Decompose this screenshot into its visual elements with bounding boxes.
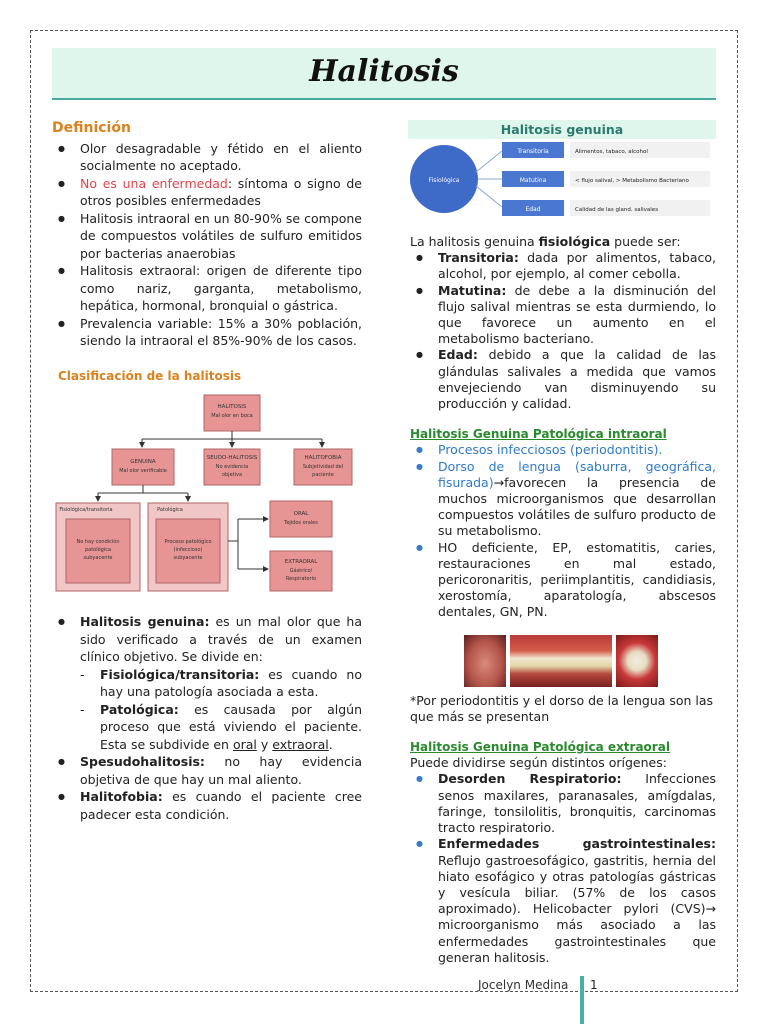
node-seudo-title: SEUDO-HALITOSIS xyxy=(206,455,258,461)
list-item: - Patológica: es causada por algún proceso que está viviendo el paciente. Esta se subdivide en oral y extraoral. xyxy=(52,701,362,754)
extraoral-heading: Halitosis Genuina Patológica extraoral xyxy=(410,740,670,755)
genuina-desc-2: < flujo salival, > Metabolismo Bacteriano xyxy=(575,178,689,184)
list-item: ● Olor desagradable y fétido en el aliento socialmente no aceptado. xyxy=(52,140,362,175)
intraoral-note: *Por periodontitis y el dorso de la lengua son las que más se presentan xyxy=(410,692,714,724)
node-fobia-title: HALITOFOBIA xyxy=(304,455,342,461)
extraoral-intro: Puede dividirse según distintos orígenes: xyxy=(410,755,667,771)
genuina-branch-2: Matutina xyxy=(519,177,547,184)
node-genuina-sub: Mal olor verificable xyxy=(119,468,167,474)
list-item: ● Procesos infecciosos (periodontitis). xyxy=(410,442,716,458)
genuina-desc-1: Alimentos, tabaco, alcohol xyxy=(575,149,648,155)
genuina-list xyxy=(410,250,716,412)
definicion-heading: Definición xyxy=(52,120,131,136)
node-fisio-box1: No hay condición xyxy=(76,539,120,545)
node-fobia-sub2: paciente xyxy=(312,472,334,478)
genuina-center: Fisiológica xyxy=(428,177,460,184)
node-seudo-sub2: objetiva xyxy=(221,472,243,478)
list-item: ● Desorden Respiratorio: Infecciones senos maxilares, paranasales, amígdalas, faringe, tonsilolitis, bronquitis, carcinomas tracto respiratorio. xyxy=(410,771,716,836)
node-root-title: HALITOSIS xyxy=(217,404,247,410)
list-item: ● Halitosis genuina: es un mal olor que ha sido verificado a través de un examen clínico objetivo. Se divide en: xyxy=(52,613,362,666)
node-genuina-title: GENUINA xyxy=(130,459,156,465)
node-extra-sub1: Gástrico/ xyxy=(289,568,313,574)
genuina-intro: La halitosis genuina fisiológica puede ser: xyxy=(410,234,681,249)
tipos-list xyxy=(52,613,362,823)
teeth-photo xyxy=(510,635,612,687)
node-pato-label: Patológica xyxy=(157,507,183,513)
clasificacion-heading: Clasificación de la halitosis xyxy=(58,368,242,383)
list-item: ● No es una enfermedad: síntoma o signo de otros posibles enfermedades xyxy=(52,175,362,210)
tooth-photo xyxy=(616,635,658,687)
left-column xyxy=(52,120,362,823)
footer-divider xyxy=(580,976,584,1024)
node-fisio-label: Fisiológica/transitoria xyxy=(59,507,113,513)
node-pato-box2: (infeccioso) xyxy=(173,547,203,553)
list-item: ● Enfermedades gastrointestinales: Reflujo gastroesofágico, gastritis, hernia del hiato esofágico y otras patologías gástricas y vesícula biliar. (57% de los casos aproximado). Helicobacter pylori (CVS)→ microorganismo más asociado a las enfermedades gastrointestinales que generan halitosis. xyxy=(410,836,716,966)
list-item: ● Prevalencia variable: 15% a 30% población, siendo la intraoral el 85%-90% de los casos. xyxy=(52,315,362,350)
node-oral-sub: Tejidos orales xyxy=(284,520,318,526)
list-item: ● HO deficiente, EP, estomatitis, caries, restauraciones en mal estado, pericoronaritis, periimplantitis, candidiasis, xerostomía, aparatología, abscesos dentales, GN, PN. xyxy=(410,540,716,621)
title-banner xyxy=(52,48,716,100)
genuina-branch-1: Transitoria xyxy=(517,148,549,155)
node-oral-title: ORAL xyxy=(293,511,309,517)
extraoral-list xyxy=(410,771,716,965)
genuina-desc-3: Calidad de las gland. salivales xyxy=(575,207,659,213)
node-fisio-box2: patológica xyxy=(84,547,112,553)
genuina-diagram xyxy=(410,140,714,218)
intraoral-heading: Halitosis Genuina Patológica intraoral xyxy=(410,427,667,442)
list-item: ● Transitoria: dada por alimentos, tabaco, alcohol, por ejemplo, al comer cebolla. xyxy=(410,250,716,282)
list-item: ● Edad: debido a que la calidad de las glándulas salivales a medida que vamos envejeciendo van disminuyendo su producción y calidad. xyxy=(410,347,716,412)
genuina-heading: Halitosis genuina xyxy=(408,120,716,139)
tongue-photo xyxy=(464,635,506,687)
node-pato-box3: subyacente xyxy=(173,555,203,561)
clinical-photos xyxy=(464,635,716,687)
list-item: - Fisiológica/transitoria: es cuando no hay una patología asociada a esta. xyxy=(52,666,362,701)
intraoral-list xyxy=(410,442,716,620)
definicion-list xyxy=(52,140,362,350)
node-extra-sub2: Respiratorio xyxy=(285,576,317,582)
node-extra-title: EXTRAORAL xyxy=(284,559,318,565)
node-seudo-sub1: No evidencia xyxy=(215,464,249,470)
node-fobia-sub1: Subjetividad del xyxy=(302,464,344,470)
node-fisio-box3: subyacente xyxy=(83,555,113,561)
list-item: ● Halitosis extraoral: origen de diferente tipo como nariz, garganta, metabolismo, hepática, hormonal, bronquial o gástrica. xyxy=(52,262,362,315)
list-item: ● Halitofobia: es cuando el paciente cree padecer esta condición. xyxy=(52,788,362,823)
node-pato-box1: Proceso patológico xyxy=(164,539,212,545)
footer-author: Jocelyn Medina xyxy=(478,978,569,992)
genuina-branch-3: Edad xyxy=(525,206,541,213)
list-item: ● Dorso de lengua (saburra, geográfica, fisurada)→favorecen la presencia de muchos microorganismos que desarrollan compuestos volátiles de sulfuro producto de su metabolismo. xyxy=(410,459,716,540)
list-item: ● Halitosis intraoral en un 80-90% se compone de compuestos volátiles de sulfuro emitidos por bacterias anaerobias xyxy=(52,210,362,263)
list-item: ● Matutina: de debe a la disminución del flujo salival mientras se esta durmiendo, lo que favorece un aumento en el metabolismo bacteriano. xyxy=(410,283,716,348)
list-item: ● Spesudohalitosis: no hay evidencia objetiva de que hay un mal aliento. xyxy=(52,753,362,788)
red-highlight: No es una enfermedad xyxy=(80,175,228,191)
clasificacion-diagram xyxy=(52,391,362,609)
page-number: 1 xyxy=(590,978,598,992)
right-column xyxy=(410,234,716,966)
node-root-sub: Mal olor en boca xyxy=(211,413,253,419)
page-title: Halitosis xyxy=(309,54,459,89)
